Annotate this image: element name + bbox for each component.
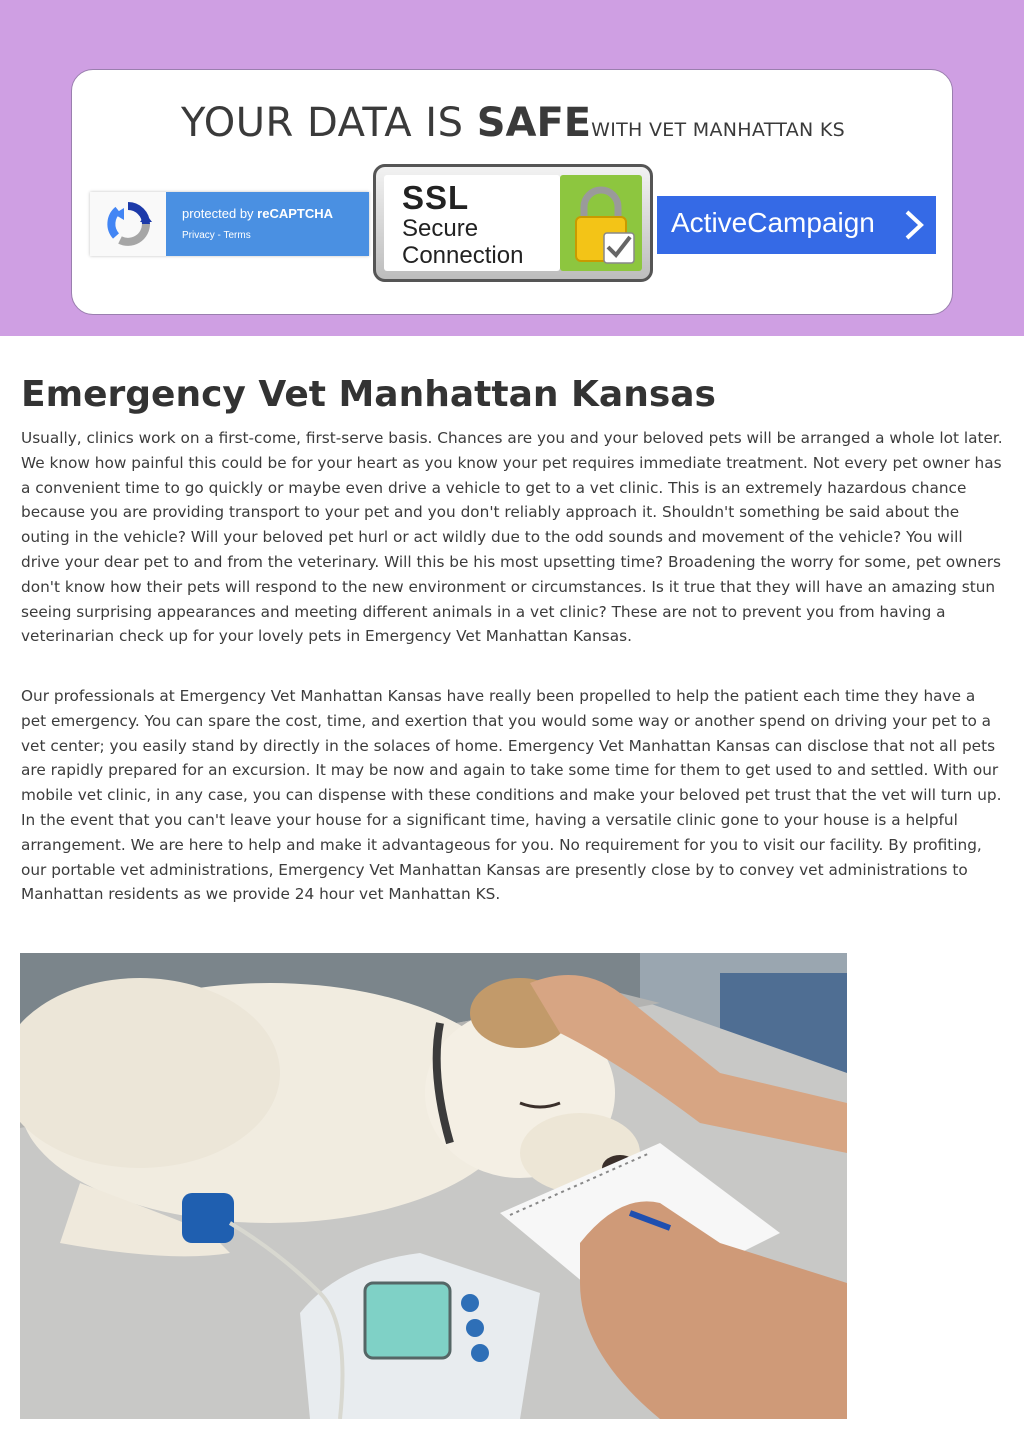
trust-card	[71, 69, 953, 315]
ssl-line2: Secure	[402, 215, 479, 242]
recaptcha-privacy-terms-link[interactable]: Privacy - Terms	[182, 230, 251, 241]
activecampaign-label: ActiveCampaign	[671, 207, 875, 238]
ssl-text-panel	[384, 175, 560, 271]
recaptcha-badge[interactable]	[90, 192, 369, 256]
ssl-secure-badge	[373, 164, 653, 282]
recaptcha-icon	[90, 192, 166, 256]
article-paragraph-1: Usually, clinics work on a first-come, first-serve basis. Chances are you and your beloved pets will be arranged a whole lot later. We know how painful this could be for your heart as you know your pet requires immediate treatment. Not every pet owner has a convenient time to go quickly or maybe even drive a vehicle to get to a vet clinic. This is an extremely hazardous chance because you are providing transport to your pet and you don't reliably approach it. Shouldn't something be said about the outing in the vehicle? Will your beloved pet hurl or act wildly due to the odd sounds and movement of the vehicle? You will drive your dear pet to and from the veterinary. Will this be his most upsetting time? Broadening the worry for some, pet owners don't know how their pets will respond to the new environment or circumstances. Is it true that they will have an amazing stun seeing surprising appearances and meeting different animals in a vet clinic? These are not to prevent you from having a veterinarian check up for your lovely pets in Emergency Vet Manhattan Kansas.	[21, 429, 1003, 646]
article-paragraph-2: Our professionals at Emergency Vet Manhattan Kansas have really been propelled to help the patient each time they have a pet emergency. You can spare the cost, time, and exertion that you would some way or another spend on driving your pet to a vet center; you easily stand by directly in the solaces of home. Emergency Vet Manhattan Kansas can disclose that not all pets are rapidly prepared for an excursion. It may be now and again to take some time for them to get used to and settled. With our mobile vet clinic, in any case, you can dispense with these conditions and make your beloved pet trust that the vet will turn up. In the event that you can't leave your house for a significant time, having a versatile clinic gone to your house is a helpful arrangement. We are here to help and make it advantageous for you. No requirement for you to visit our facility. By profiting, our portable vet administrations, Emergency Vet Manhattan Kansas are presently close by to convey vet administrations to Manhattan residents as we provide 24 hour vet Manhattan KS.	[21, 687, 1002, 904]
recaptcha-protected-line	[182, 206, 333, 221]
recaptcha-text-panel	[166, 192, 369, 256]
padlock-icon	[560, 175, 642, 271]
headline-prefix: YOUR DATA IS	[181, 100, 477, 146]
sleeping-dog-at-vet-photo	[20, 953, 847, 1419]
activecampaign-badge[interactable]	[657, 196, 936, 254]
ssl-line1: SSL	[402, 179, 470, 216]
security-headline	[72, 100, 954, 146]
headline-suffix: WITH VET MANHATTAN KS	[591, 119, 845, 141]
headline-emphasis: SAFE	[476, 100, 592, 146]
ssl-line3: Connection	[402, 242, 524, 269]
article-title: Emergency Vet Manhattan Kansas	[21, 374, 716, 415]
recaptcha-protected-prefix: protected by	[182, 206, 258, 221]
trust-banner	[0, 0, 1024, 336]
chevron-right-icon	[903, 209, 925, 245]
recaptcha-brand: reCAPTCHA	[257, 206, 333, 221]
